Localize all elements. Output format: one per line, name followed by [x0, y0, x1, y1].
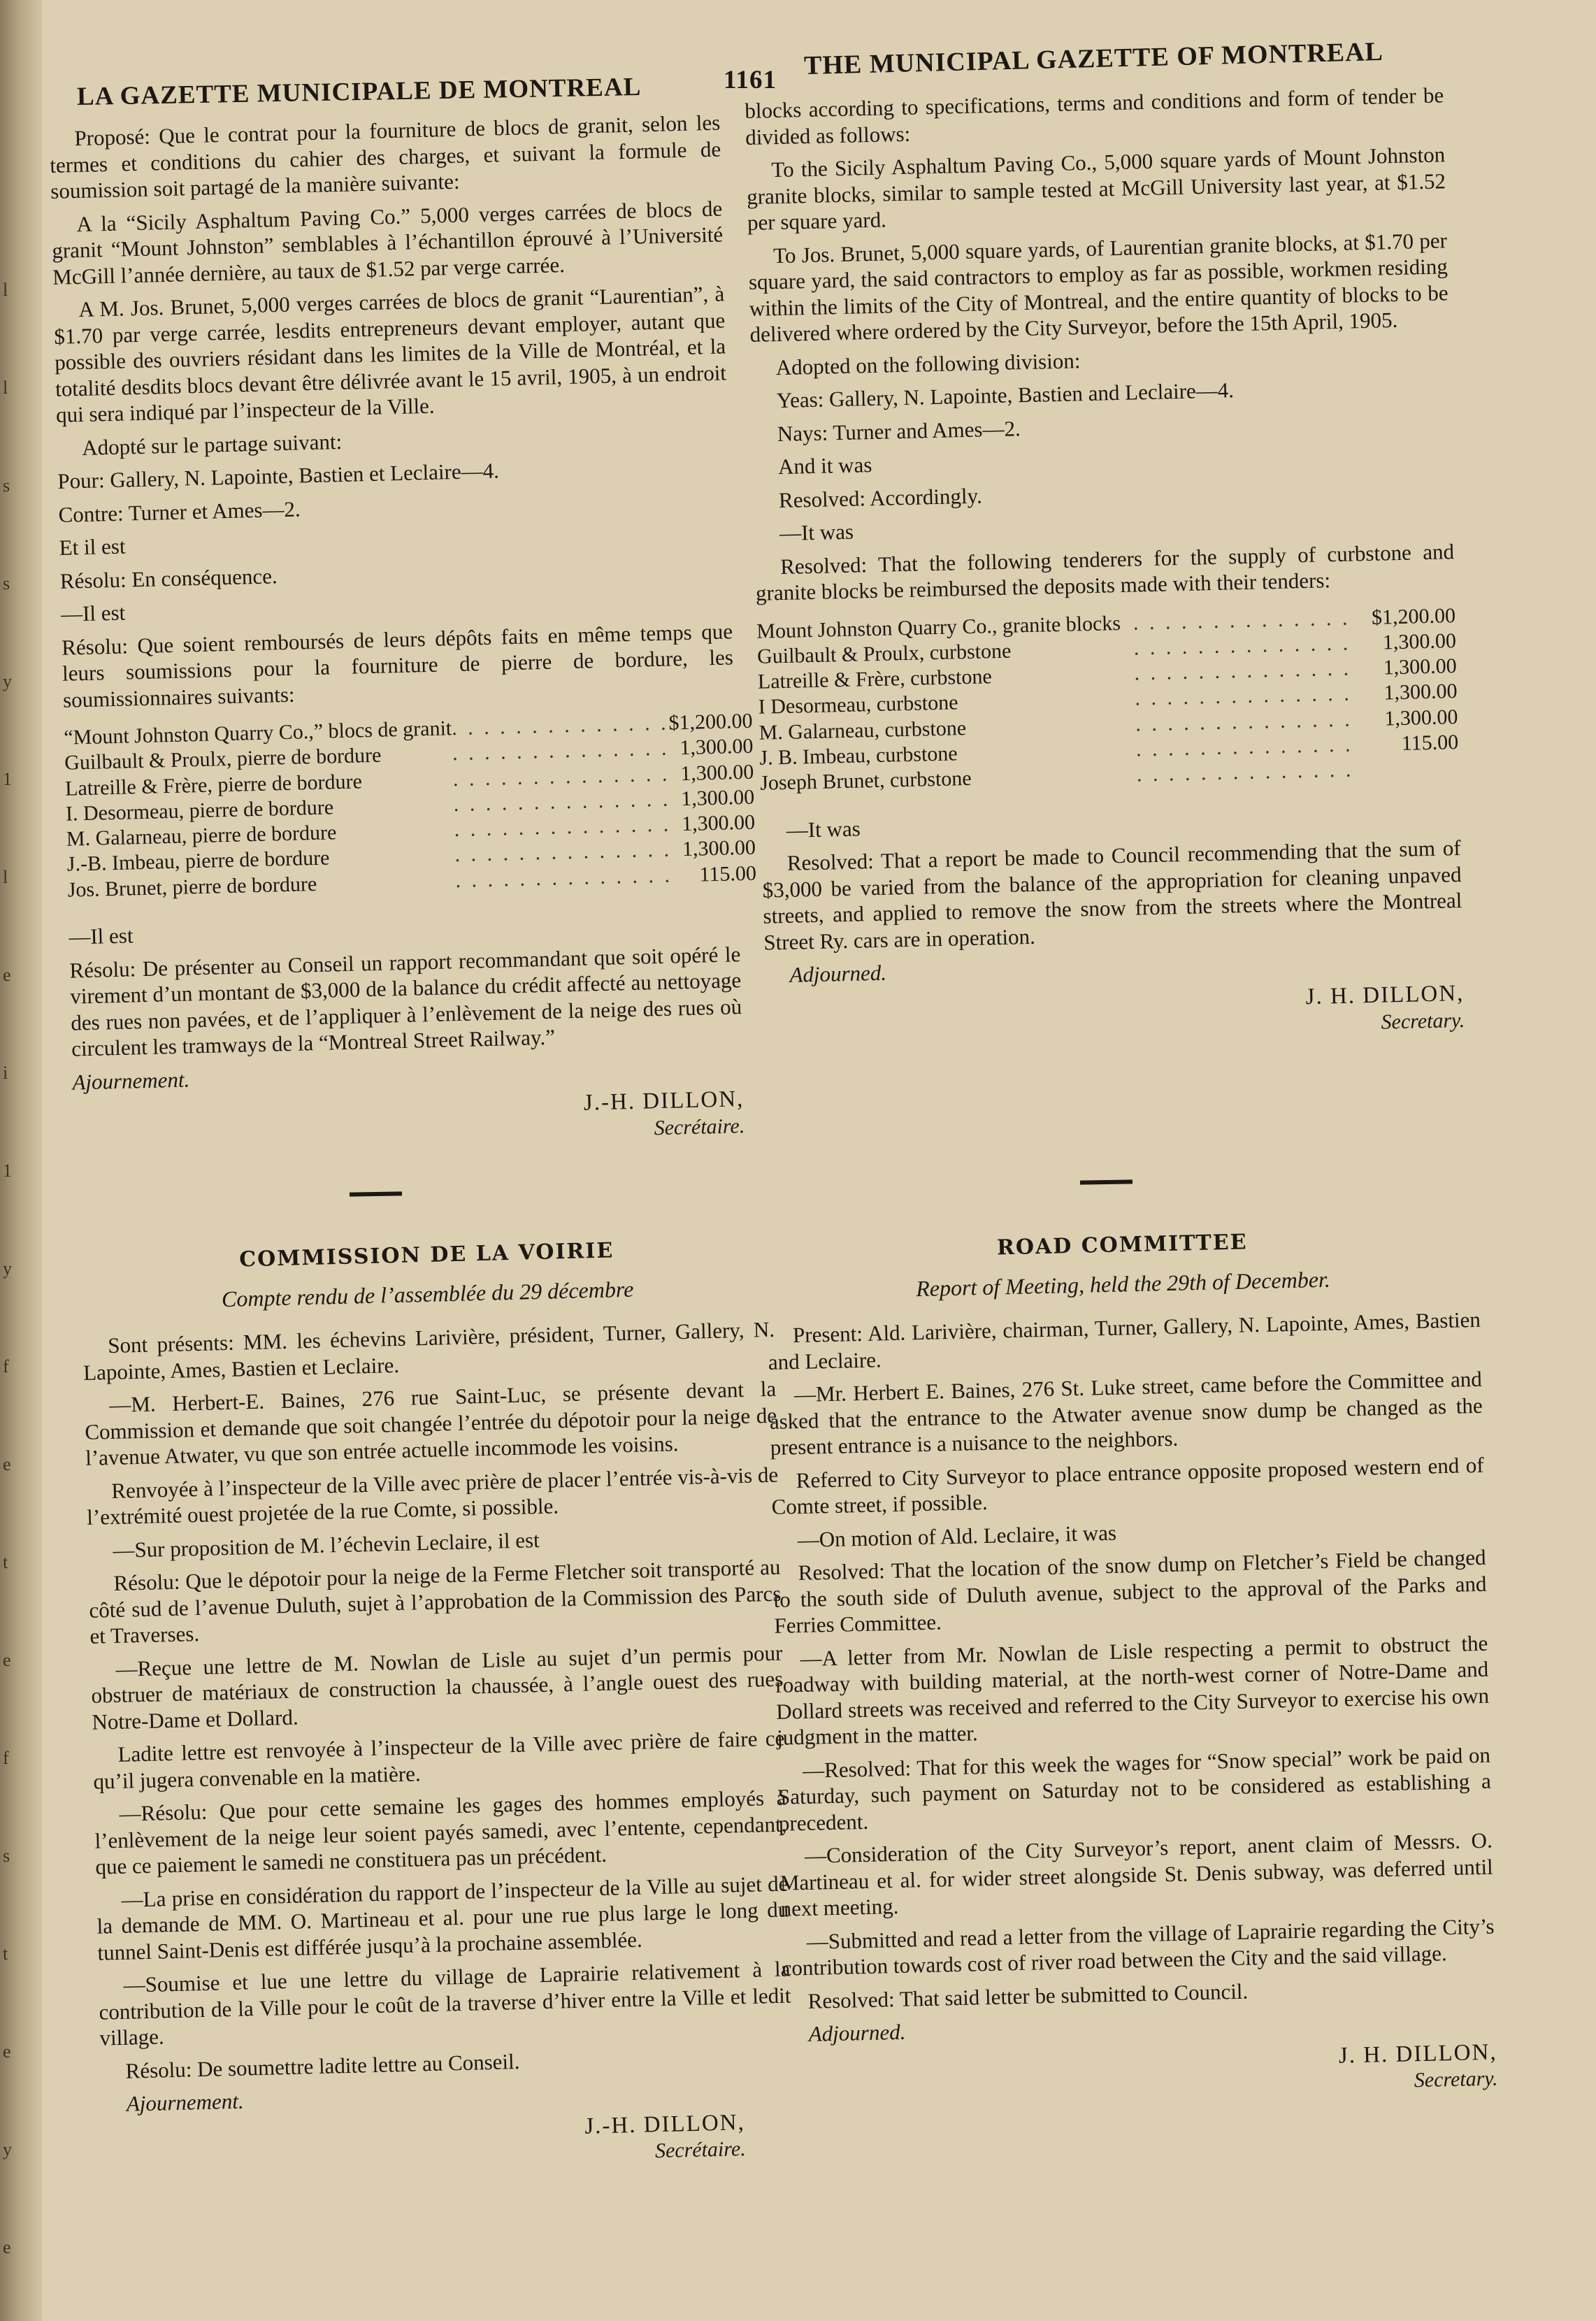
signature-block	[73, 1086, 745, 1156]
ledger-amount: 115.00	[1401, 731, 1459, 755]
leader-dots: . . . . . . . . . . . . . .	[453, 787, 671, 817]
signature-role: Secretary.	[1414, 2067, 1498, 2092]
paragraph: Renvoyée à l’inspecteur de la Ville avec prière de placer l’entrée vis-à-vis de l’extrémité ouest projetée de la rue Comte, si possible.	[86, 1462, 779, 1530]
spine-letter: s	[3, 475, 10, 496]
spine-letter: 1	[3, 769, 12, 789]
ledger-amount: 1,300.00	[681, 810, 756, 836]
paragraph: To Jos. Brunet, 5,000 square yards, of Laurentian granite blocks, at $1.70 per square yard, the said contractors to employ as far as possible, workmen residing within the limits of the City of Montreal, and the entire quantity of blocks to be delivered where ordered by the City Surveyor, before the 15th April, 1905.	[748, 227, 1448, 347]
spine-letter: t	[3, 1552, 8, 1572]
leader-dots: . . . . . . . . . . . . . .	[1135, 733, 1353, 761]
ledger-name: J. B. Imbeau, curbstone	[759, 742, 958, 770]
paragraph: blocks according to specifications, terms and conditions and form of tender be divided as follows:	[745, 82, 1444, 150]
section-title: COMMISSION DE LA VOIRIE	[238, 1238, 614, 1272]
ledger-amount: $1,200.00	[668, 709, 753, 735]
paragraph: Resolved: That a report be made to Council recommending that the sum of $3,000 be varied from the balance of the appropriation for cleaning unpaved streets, and applied to remove the snow from the streets where the Montreal Street Ry. cars are in operation.	[762, 835, 1462, 955]
ledger-name: M. Galarneau, curbstone	[759, 716, 967, 745]
french-gazette-title: LA GAZETTE MUNICIPALE DE MONTREAL	[76, 72, 642, 112]
spine-stray-letters	[3, 0, 24, 2321]
spine-letter: l	[3, 280, 8, 300]
paragraph: Resolved: That the location of the snow dump on Fletcher’s Field be changed to the south side of Duluth avenue, subject to the approval of the Parks and Ferries Committee.	[773, 1544, 1487, 1638]
spine-letter: y	[3, 2139, 12, 2160]
leader-dots: . . . . . . . . . . . . . .	[454, 838, 673, 867]
paragraph: Resolved: Accordingly.	[778, 482, 983, 512]
signature-name: J. H. DILLON,	[1338, 2039, 1497, 2069]
paragraph: —Reçue une lettre de M. Nowlan de Lisle au sujet d’un permis pour obstruer de matériaux de construction la chaussée, à l’angle ouest des rues Notre-Dame et Dollard.	[91, 1640, 784, 1734]
signature-role: Secrétaire.	[654, 2137, 747, 2163]
deposit-refund-table	[64, 709, 756, 903]
signature-role: Secrétaire.	[654, 1114, 745, 1140]
ledger-name: J.-B. Imbeau, pierre de bordure	[66, 846, 330, 877]
leader-dots: . . . . . . . . . . . . . .	[452, 762, 670, 791]
spine-letter: f	[3, 1356, 9, 1377]
paragraph: —Résolu: Que pour cette semaine les gages des hommes employés à l’enlèvement de la neige leur soient payés samedi, avec l’entente, cependant, que ce paiement le samedi ne constituera pas un précédent.	[94, 1785, 787, 1879]
paragraph: —Resolved: That for this week the wages for “Snow special” work be paid on Saturday, such payment on Saturday not to be considered as establishing a precedent.	[777, 1742, 1492, 1836]
paragraph: To the Sicily Asphaltum Paving Co., 5,000 square yards of Mount Johnston granite blocks, similar to sample tested at McGill University last year, at $1.52 per square yard.	[746, 142, 1446, 235]
paragraph: —It was	[786, 816, 861, 842]
spine-letter: 1	[3, 1160, 12, 1181]
spine-letter: i	[3, 1063, 8, 1083]
spine-letter: e	[3, 2237, 11, 2257]
paragraph: —Soumise et lue une lettre du village de Laprairie relativement à la contribution de la Ville pour le coût de la traverse d’hiver entre la Ville et ledit village.	[99, 1956, 791, 2050]
section-divider	[350, 1191, 402, 1196]
gazette-page	[42, 0, 1596, 2321]
vote-yeas: Yeas: Gallery, N. Lapointe, Bastien and Leclaire—4.	[776, 378, 1235, 413]
ledger-name: Guilbault & Proulx, curbstone	[756, 639, 1012, 668]
ledger-amount: 1,300.00	[682, 836, 756, 861]
paragraph: Résolu: De soumettre ladite lettre au Conseil.	[125, 2048, 520, 2083]
paragraph: —Il est	[68, 923, 134, 949]
signature-block	[784, 2039, 1497, 2108]
leader-dots: . . . . . . . . . . . . . .	[1136, 758, 1354, 786]
leader-dots: . . . . . . . . . . . . . .	[1135, 682, 1353, 710]
ledger-name: Jos. Brunet, pierre de bordure	[67, 872, 317, 902]
paragraph: Résolu: De présenter au Conseil un rapport recommandant que soit opéré le virement d’un montant de $3,000 de la balance du crédit affecté au nettoyage des rues non pavées, et de l’appliquer à l’enlèvement de la neige des rues où circulent les tramways de la “Montreal Street Railway.”	[69, 941, 742, 1061]
ledger-amount: $1,200.00	[1371, 603, 1456, 629]
ledger-amount: 1,300.00	[1383, 705, 1458, 731]
paragraph: Ladite lettre est renvoyée à l’inspecteur de la Ville avec prière de faire ce qu’il jugera convenable en la matière.	[93, 1725, 785, 1794]
paragraph: —On motion of Ald. Leclaire, it was	[797, 1520, 1117, 1552]
leader-dots: . . . . . . . . . . . . . .	[1133, 631, 1351, 660]
ledger-name: I Desormeau, curbstone	[758, 691, 958, 719]
spine-letter: e	[3, 1650, 11, 1670]
ledger-amount: 1,300.00	[680, 785, 755, 811]
ledger-name: Joseph Brunet, curbstone	[759, 767, 972, 796]
ledger-amount: 1,300.00	[680, 760, 754, 785]
signature-block	[102, 2109, 747, 2178]
adjournment: Ajournement.	[126, 2088, 245, 2116]
leader-dots: . . . . . . . . . . . . . .	[452, 736, 670, 766]
spine-letter: e	[3, 2041, 11, 2062]
paragraph: —Il est	[60, 600, 126, 626]
signature-block	[765, 980, 1465, 1049]
paragraph: Adopted on the following division:	[775, 347, 1081, 380]
paragraph: Resolved: That said letter be submitted to Council.	[807, 1978, 1249, 2013]
paragraph: Résolu: Que soient remboursés de leurs dépôts faits en même temps que leurs soumissions pour la fourniture de pierre de bordure, les soumissionnaires suivants:	[61, 618, 734, 712]
paragraph: —A letter from Mr. Nowlan de Lisle respecting a permit to obstruct the roadway with building material, at the north-west corner of Notre-Dame and Dollard streets was received and referred to the City Surveyor to exercise his own judgment in the matter.	[775, 1630, 1490, 1750]
signature-name: J.-H. DILLON,	[584, 2109, 746, 2139]
section-subtitle: Report of Meeting, held the 29th of December.	[915, 1266, 1331, 1302]
paragraph: Résolu: Que le dépotoir pour la neige de la Ferme Fletcher soit transporté au côté sud de l’avenue Duluth, sujet à l’approbation de la Commission des Parcs et Traverses.	[89, 1554, 782, 1648]
leader-dots: . . . . . . . . . . . . . .	[1133, 606, 1351, 635]
vote-nays: Nays: Turner and Ames—2.	[777, 415, 1021, 446]
paragraph: —It was	[779, 519, 854, 546]
paragraph: Sont présents: MM. les échevins Larivière, président, Turner, Gallery, N. Lapointe, Ames, Bastien et Leclaire.	[82, 1316, 775, 1385]
paragraph: —Submitted and read a letter from the village of Laprairie regarding the City’s contribution towards cost of river road between the City and the said village.	[782, 1913, 1495, 1981]
page-number: 1161	[724, 66, 777, 94]
signature-role: Secretary.	[1381, 1008, 1465, 1034]
paragraph: Adopté sur le partage suivant:	[81, 429, 343, 460]
paragraph: Proposé: Que le contrat pour la fourniture de blocs de granit, selon les termes et conditions du cahier des charges, et suivant la formule de soumission soit partagé de la manière suivante:	[49, 110, 721, 203]
paragraph: A la “Sicily Asphaltum Paving Co.” 5,000 verges carrées de blocs de granit “Mount Johnston” semblables à l’échantillon éprouvé à l’Université McGill l’année dernière, au taux de $1.52 par verge carrée.	[51, 196, 724, 289]
ledger-amount: 1,300.00	[1382, 628, 1457, 654]
ledger-name: “Mount Johnston Quarry Co.,” blocs de granit	[63, 717, 452, 749]
spine-letter: s	[3, 1846, 10, 1866]
paragraph: —Consideration of the City Surveyor’s report, anent claim of Messrs. O. Martineau et al. for wider street alongside St. Denis subway, was deferred until next meeting.	[779, 1827, 1493, 1921]
spine-letter: l	[3, 378, 8, 398]
spine-letter: t	[3, 1943, 8, 1964]
ledger-name: Guilbault & Proulx, pierre de bordure	[64, 743, 382, 775]
paragraph: —La prise en considération du rapport de l’inspecteur de la Ville au sujet de la demande de MM. O. Martineau et al. pour une rue plus large le long du tunnel Saint-Denis est différée jusqu’à la prochaine assemblée.	[96, 1871, 789, 1965]
leader-dots: . . . . . . . . . . . . . .	[454, 812, 672, 842]
section-divider	[1080, 1179, 1133, 1184]
paragraph: —Mr. Herbert E. Baines, 276 St. Luke street, came before the Committee and asked that the entrance to the Atwater avenue snow dump be changed as the present entrance is a nuisance to the neighbors.	[769, 1366, 1483, 1460]
ledger-name: Latreille & Frère, pierre de bordure	[64, 769, 363, 800]
spine-letter: y	[3, 1258, 12, 1279]
signature-name: J.-H. DILLON,	[583, 1086, 745, 1116]
paragraph: —Sur proposition de M. l’échevin Leclaire, il est	[113, 1527, 540, 1562]
english-column-bottom	[765, 1225, 1498, 2108]
adjournment: Adjourned.	[789, 960, 887, 987]
paragraph: Referred to City Surveyor to place entrance opposite proposed western end of Comte street, if possible.	[771, 1452, 1484, 1519]
english-gazette-title: THE MUNICIPAL GAZETTE OF MONTREAL	[803, 36, 1384, 81]
ledger-name: M. Galarneau, pierre de bordure	[66, 821, 337, 851]
leader-dots: . . . . . . . . . . . . . .	[1134, 656, 1352, 685]
vote-for: Pour: Gallery, N. Lapointe, Bastien et Leclaire—4.	[57, 458, 500, 494]
french-column-top	[49, 110, 757, 1156]
ledger-name: Latreille & Frère, curbstone	[757, 665, 993, 694]
paragraph: Resolved: That the following tenderers for the supply of curbstone and granite blocks be reimbursed the deposits made with their tenders:	[755, 538, 1455, 605]
paragraph: And it was	[777, 452, 872, 480]
spine-letter: y	[3, 671, 12, 691]
section-subtitle: Compte rendu de l’assemblée du 29 décembre	[221, 1276, 634, 1312]
spine-letter: l	[3, 867, 8, 887]
vote-against: Contre: Turner et Ames—2.	[58, 496, 301, 527]
paragraph: Résolu: En conséquence.	[59, 563, 278, 594]
ledger-amount: 1,300.00	[680, 734, 754, 760]
adjournment: Adjourned.	[808, 2019, 906, 2046]
paragraph: Present: Ald. Larivière, chairman, Turner, Gallery, N. Lapointe, Ames, Bastien and Leclaire.	[768, 1307, 1481, 1374]
leader-dots: . . . . . . . . . . . . . .	[1135, 707, 1353, 736]
adjournment: Ajournement.	[71, 1067, 190, 1095]
english-column-top	[745, 82, 1465, 1049]
french-column-bottom	[80, 1235, 795, 2178]
section-title: ROAD COMMITTEE	[996, 1230, 1248, 1260]
ledger-amount: 1,300.00	[1383, 654, 1458, 680]
spine-letter: e	[3, 965, 11, 985]
ledger-name: I. Desormeau, pierre de bordure	[65, 796, 334, 826]
paragraph: Et il est	[59, 533, 126, 560]
leader-dots: . . . . . . . . . . . . . .	[455, 863, 673, 892]
ledger-name: Mount Johnston Quarry Co., granite blocks	[756, 611, 1121, 643]
leader-dots: . . . . . . . . . . . . . .	[451, 711, 669, 740]
paragraph: A M. Jos. Brunet, 5,000 verges carrées de blocs de granit “Laurentian”, à $1.70 par verge carrée, lesdits entrepreneurs devant employer, autant que possible des ouvriers résidant dans les limites de la Ville de Montréal, et la totalité desdits blocs devant être délivrée avant le 15 avril, 1905, à un endroit qui sera indiqué par l’inspecteur de la Ville.	[53, 281, 727, 427]
spine-letter: f	[3, 1748, 9, 1768]
paragraph: —M. Herbert-E. Baines, 276 rue Saint-Luc, se présente devant la Commission et demande que soit changée l’entrée du dépotoir pour la neige de l’avenue Atwater, vu que son entrée actuelle incommode les voisins.	[84, 1376, 777, 1470]
signature-name: J. H. DILLON,	[1305, 980, 1465, 1009]
deposit-refund-table	[756, 603, 1460, 797]
spine-letter: s	[3, 573, 10, 594]
ledger-amount	[1361, 755, 1460, 782]
ledger-amount: 115.00	[699, 861, 757, 886]
spine-letter: e	[3, 1454, 11, 1474]
ledger-amount: 1,300.00	[1383, 680, 1458, 705]
book-spine-shadow	[0, 0, 42, 2321]
